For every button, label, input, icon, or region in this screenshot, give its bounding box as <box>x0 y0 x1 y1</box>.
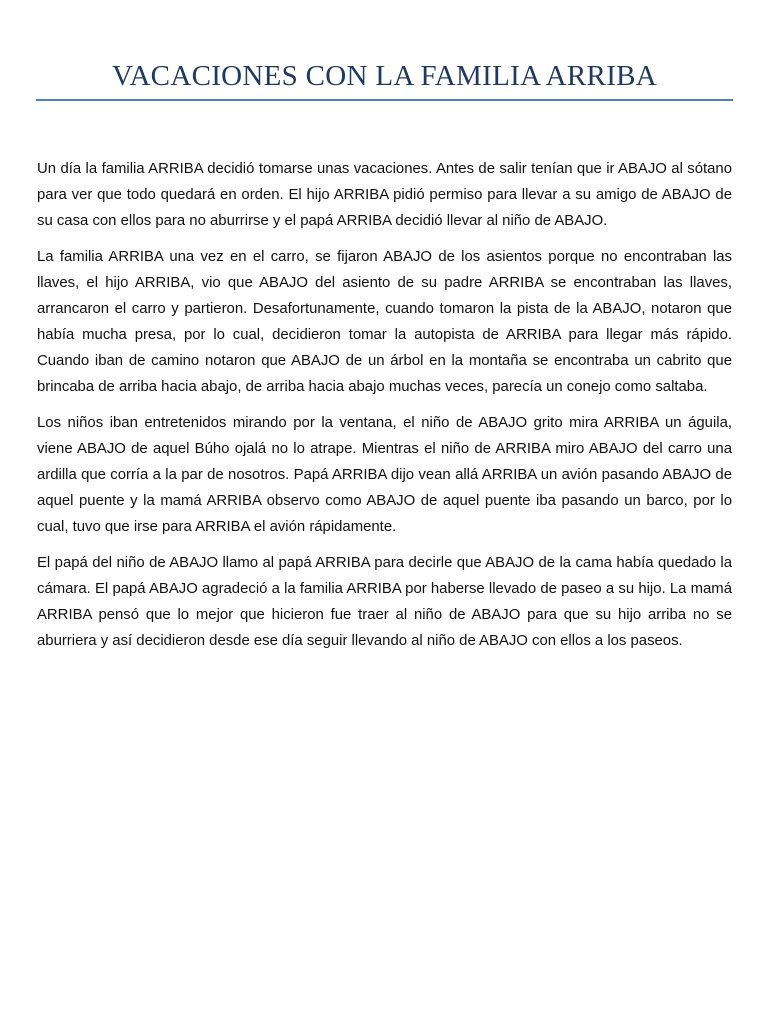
document-body <box>37 156 732 664</box>
paragraph-3: Los niños iban entretenidos mirando por la ventana, el niño de ABAJO grito mira ARRIBA un águila, viene ABAJO de aquel Búho ojalá no lo atrape. Mientras el niño de ARRIBA miro ABAJO del carro una ardilla que corría a la par de nosotros. Papá ARRIBA dijo vean allá ARRIBA un avión pasando ABAJO de aquel puente y la mamá ARRIBA observo como ABAJO de aquel puente iba pasando un barco, por lo cual, tuvo que irse para ARRIBA el avión rápidamente. <box>37 415 732 535</box>
document-title: VACACIONES CON LA FAMILIA ARRIBA <box>111 60 658 92</box>
paragraph-4: El papá del niño de ABAJO llamo al papá ARRIBA para decirle que ABAJO de la cama había quedado la cámara. El papá ABAJO agradeció a la familia ARRIBA por haberse llevado de paseo a su hijo. La mamá ARRIBA pensó que lo mejor que hicieron fue traer al niño de ABAJO para que su hijo arriba no se aburriera y así decidieron desde ese día seguir llevando al niño de ABAJO con ellos a los paseos. <box>37 555 732 649</box>
title-underline <box>36 99 733 101</box>
paragraph-1: Un día la familia ARRIBA decidió tomarse unas vacaciones. Antes de salir tenían que ir ABAJO al sótano para ver que todo quedará en orden. El hijo ARRIBA pidió permiso para llevar a su amigo de ABAJO de su casa con ellos para no aburrirse y el papá ARRIBA decidió llevar al niño de ABAJO. <box>37 161 732 229</box>
paragraph-2: La familia ARRIBA una vez en el carro, se fijaron ABAJO de los asientos porque no encontraban las llaves, el hijo ARRIBA, vio que ABAJO del asiento de su padre ARRIBA se encontraban las llaves, arrancaron el carro y partieron. Desafortunamente, cuando tomaron la pista de la ABAJO, notaron que había mucha presa, por lo cual, decidieron tomar la autopista de ARRIBA para llegar más rápido. Cuando iban de camino notaron que ABAJO de un árbol en la montaña se encontraba un cabrito que brincaba de arriba hacia abajo, de arriba hacia abajo muchas veces, parecía un conejo como saltaba. <box>37 249 732 395</box>
